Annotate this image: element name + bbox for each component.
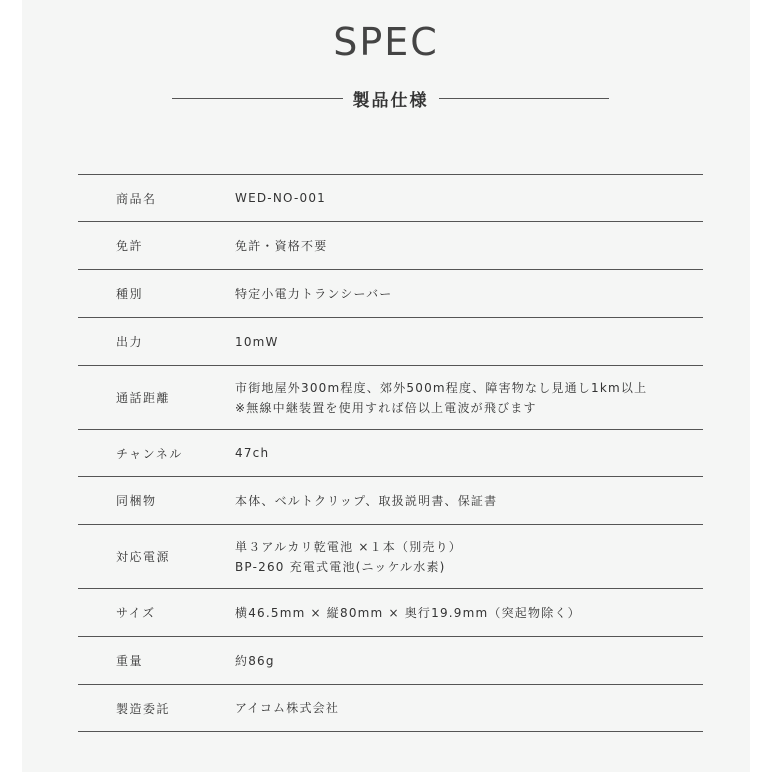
spec-label: 種別 [116,287,144,301]
spec-value-line: 単３アルカリ乾電池 ×１本（別売り） [235,539,462,554]
spec-value [235,332,703,352]
subtitle-rule-left [172,98,343,99]
spec-label: サイズ [116,606,156,620]
spec-value-line: 10mW [235,334,279,349]
page-title: SPEC [333,20,439,64]
subtitle-rule-right [439,98,610,99]
spec-value-line: 約86g [235,653,275,668]
spec-label: 通話距離 [116,391,171,405]
spec-label: 同梱物 [116,494,157,508]
spec-value [235,651,703,671]
spec-value [235,537,703,577]
spec-table [78,174,703,732]
spec-row [78,318,703,366]
spec-label: 重量 [116,654,144,668]
spec-label: 商品名 [116,191,157,206]
spec-value-line: アイコム株式会社 [235,701,340,715]
spec-value-line: 47ch [235,446,270,460]
spec-label: チャンネル [116,446,183,461]
spec-label: 出力 [116,335,144,349]
spec-value [235,378,703,418]
page-subtitle: 製品仕様 [352,90,429,111]
spec-value-line: 免許・資格不要 [235,238,328,253]
spec-label: 免許 [116,239,144,253]
spec-label: 対応電源 [116,550,171,564]
spec-value [235,443,703,463]
spec-value [235,188,703,208]
spec-value [235,284,703,304]
spec-label: 製造委託 [116,701,171,716]
spec-value-line: 本体、ベルトクリップ、取扱説明書、保証書 [235,493,498,508]
spec-value-line: 市街地屋外300m程度、郊外500m程度、障害物なし見通し1km以上 [235,380,648,395]
subtitle-row [172,86,609,110]
spec-row [78,222,703,270]
spec-value [235,603,703,623]
spec-row [78,525,703,589]
spec-row [78,637,703,685]
spec-value-line: 特定小電力トランシーバー [235,286,393,301]
spec-value [235,698,703,718]
spec-row [78,477,703,525]
spec-value-line: ※無線中継装置を使用すれば倍以上電波が飛びます [235,400,537,415]
spec-value [235,491,703,511]
spec-value-line: 横46.5mm × 縦80mm × 奥行19.9mm（突起物除く） [235,605,581,620]
spec-row [78,366,703,430]
spec-row [78,589,703,637]
spec-value-line: WED-NO-001 [235,191,327,205]
spec-row [78,685,703,732]
spec-row [78,270,703,318]
spec-row [78,430,703,477]
spec-row [78,175,703,222]
spec-value [235,236,703,256]
spec-value-line: BP-260 充電式電池(ニッケル水素) [235,559,446,574]
